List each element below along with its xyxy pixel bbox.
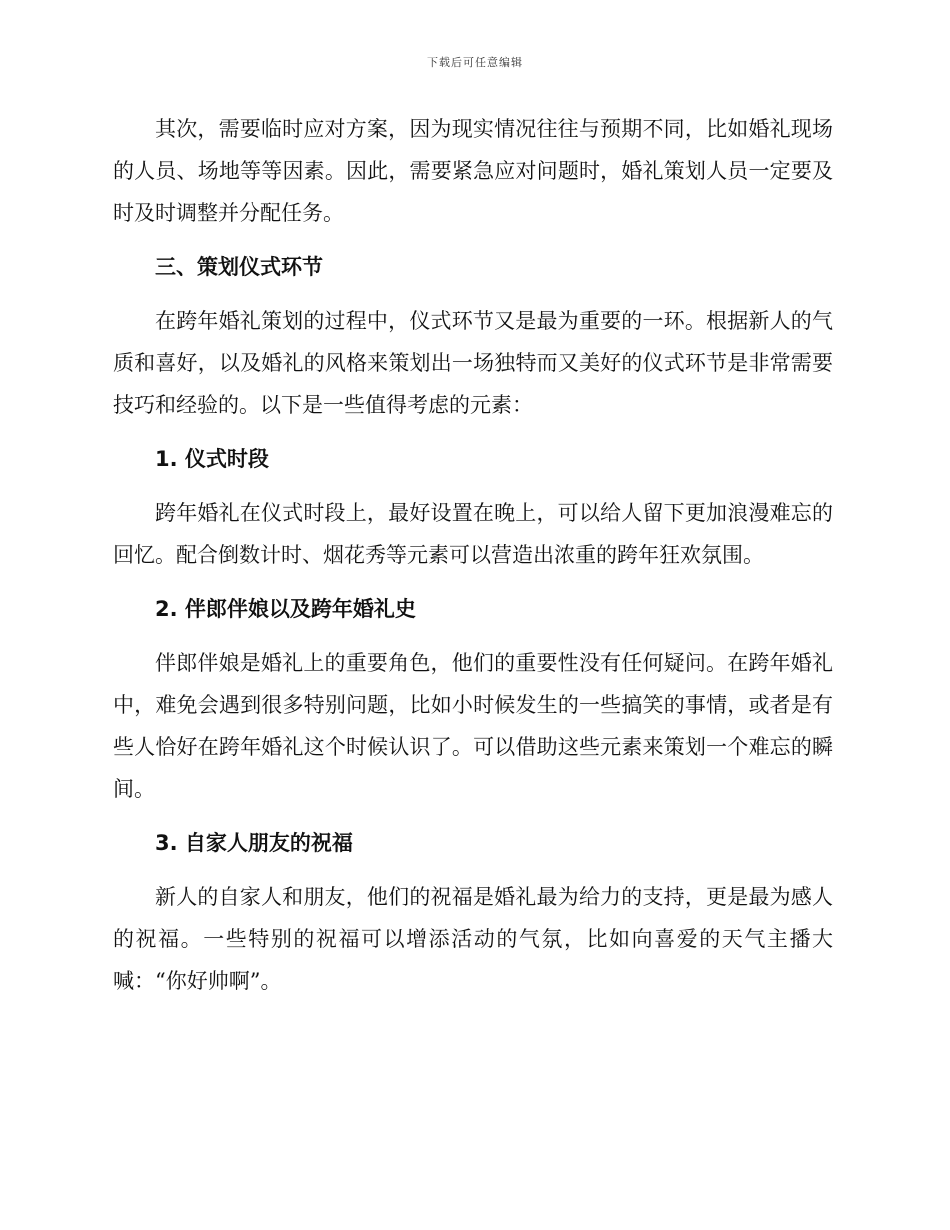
document-body	[113, 108, 833, 1014]
page-header: 下载后可任意编辑	[427, 56, 523, 69]
subheading-ceremony-time: 1. 仪式时段	[155, 447, 269, 471]
paragraph-ceremony-intro: 在跨年婚礼策划的过程中，仪式环节又是最为重要的一环。根据新人的气质和喜好，以及婚礼的风格来策划出一场独特而又美好的仪式环节是非常需要技巧和经验的。以下是一些值得考虑的元素：	[113, 309, 833, 417]
paragraph-contingency: 其次，需要临时应对方案，因为现实情况往往与预期不同，比如婚礼现场的人员、场地等等因素。因此，需要紧急应对问题时，婚礼策划人员一定要及时及时调整并分配任务。	[113, 117, 833, 225]
paragraph-groomsmen: 伴郎伴娘是婚礼上的重要角色，他们的重要性没有任何疑问。在跨年婚礼中，难免会遇到很多特别问题，比如小时候发生的一些搞笑的事情，或者是有些人恰好在跨年婚礼这个时候认识了。可以借助这些元素来策划一个难忘的瞬间。	[113, 651, 833, 801]
paragraph-blessings: 新人的自家人和朋友，他们的祝福是婚礼最为给力的支持，更是最为感人的祝福。一些特别的祝福可以增添活动的气氛，比如向喜爱的天气主播大喊：“你好帅啊”。	[113, 885, 833, 993]
section-heading-ceremony: 三、策划仪式环节	[155, 255, 323, 279]
subheading-groomsmen: 2. 伴郎伴娘以及跨年婚礼史	[155, 597, 416, 621]
paragraph-ceremony-time: 跨年婚礼在仪式时段上，最好设置在晚上，可以给人留下更加浪漫难忘的回忆。配合倒数计时、烟花秀等元素可以营造出浓重的跨年狂欢氛围。	[113, 501, 833, 567]
subheading-blessings: 3. 自家人朋友的祝福	[155, 831, 353, 855]
